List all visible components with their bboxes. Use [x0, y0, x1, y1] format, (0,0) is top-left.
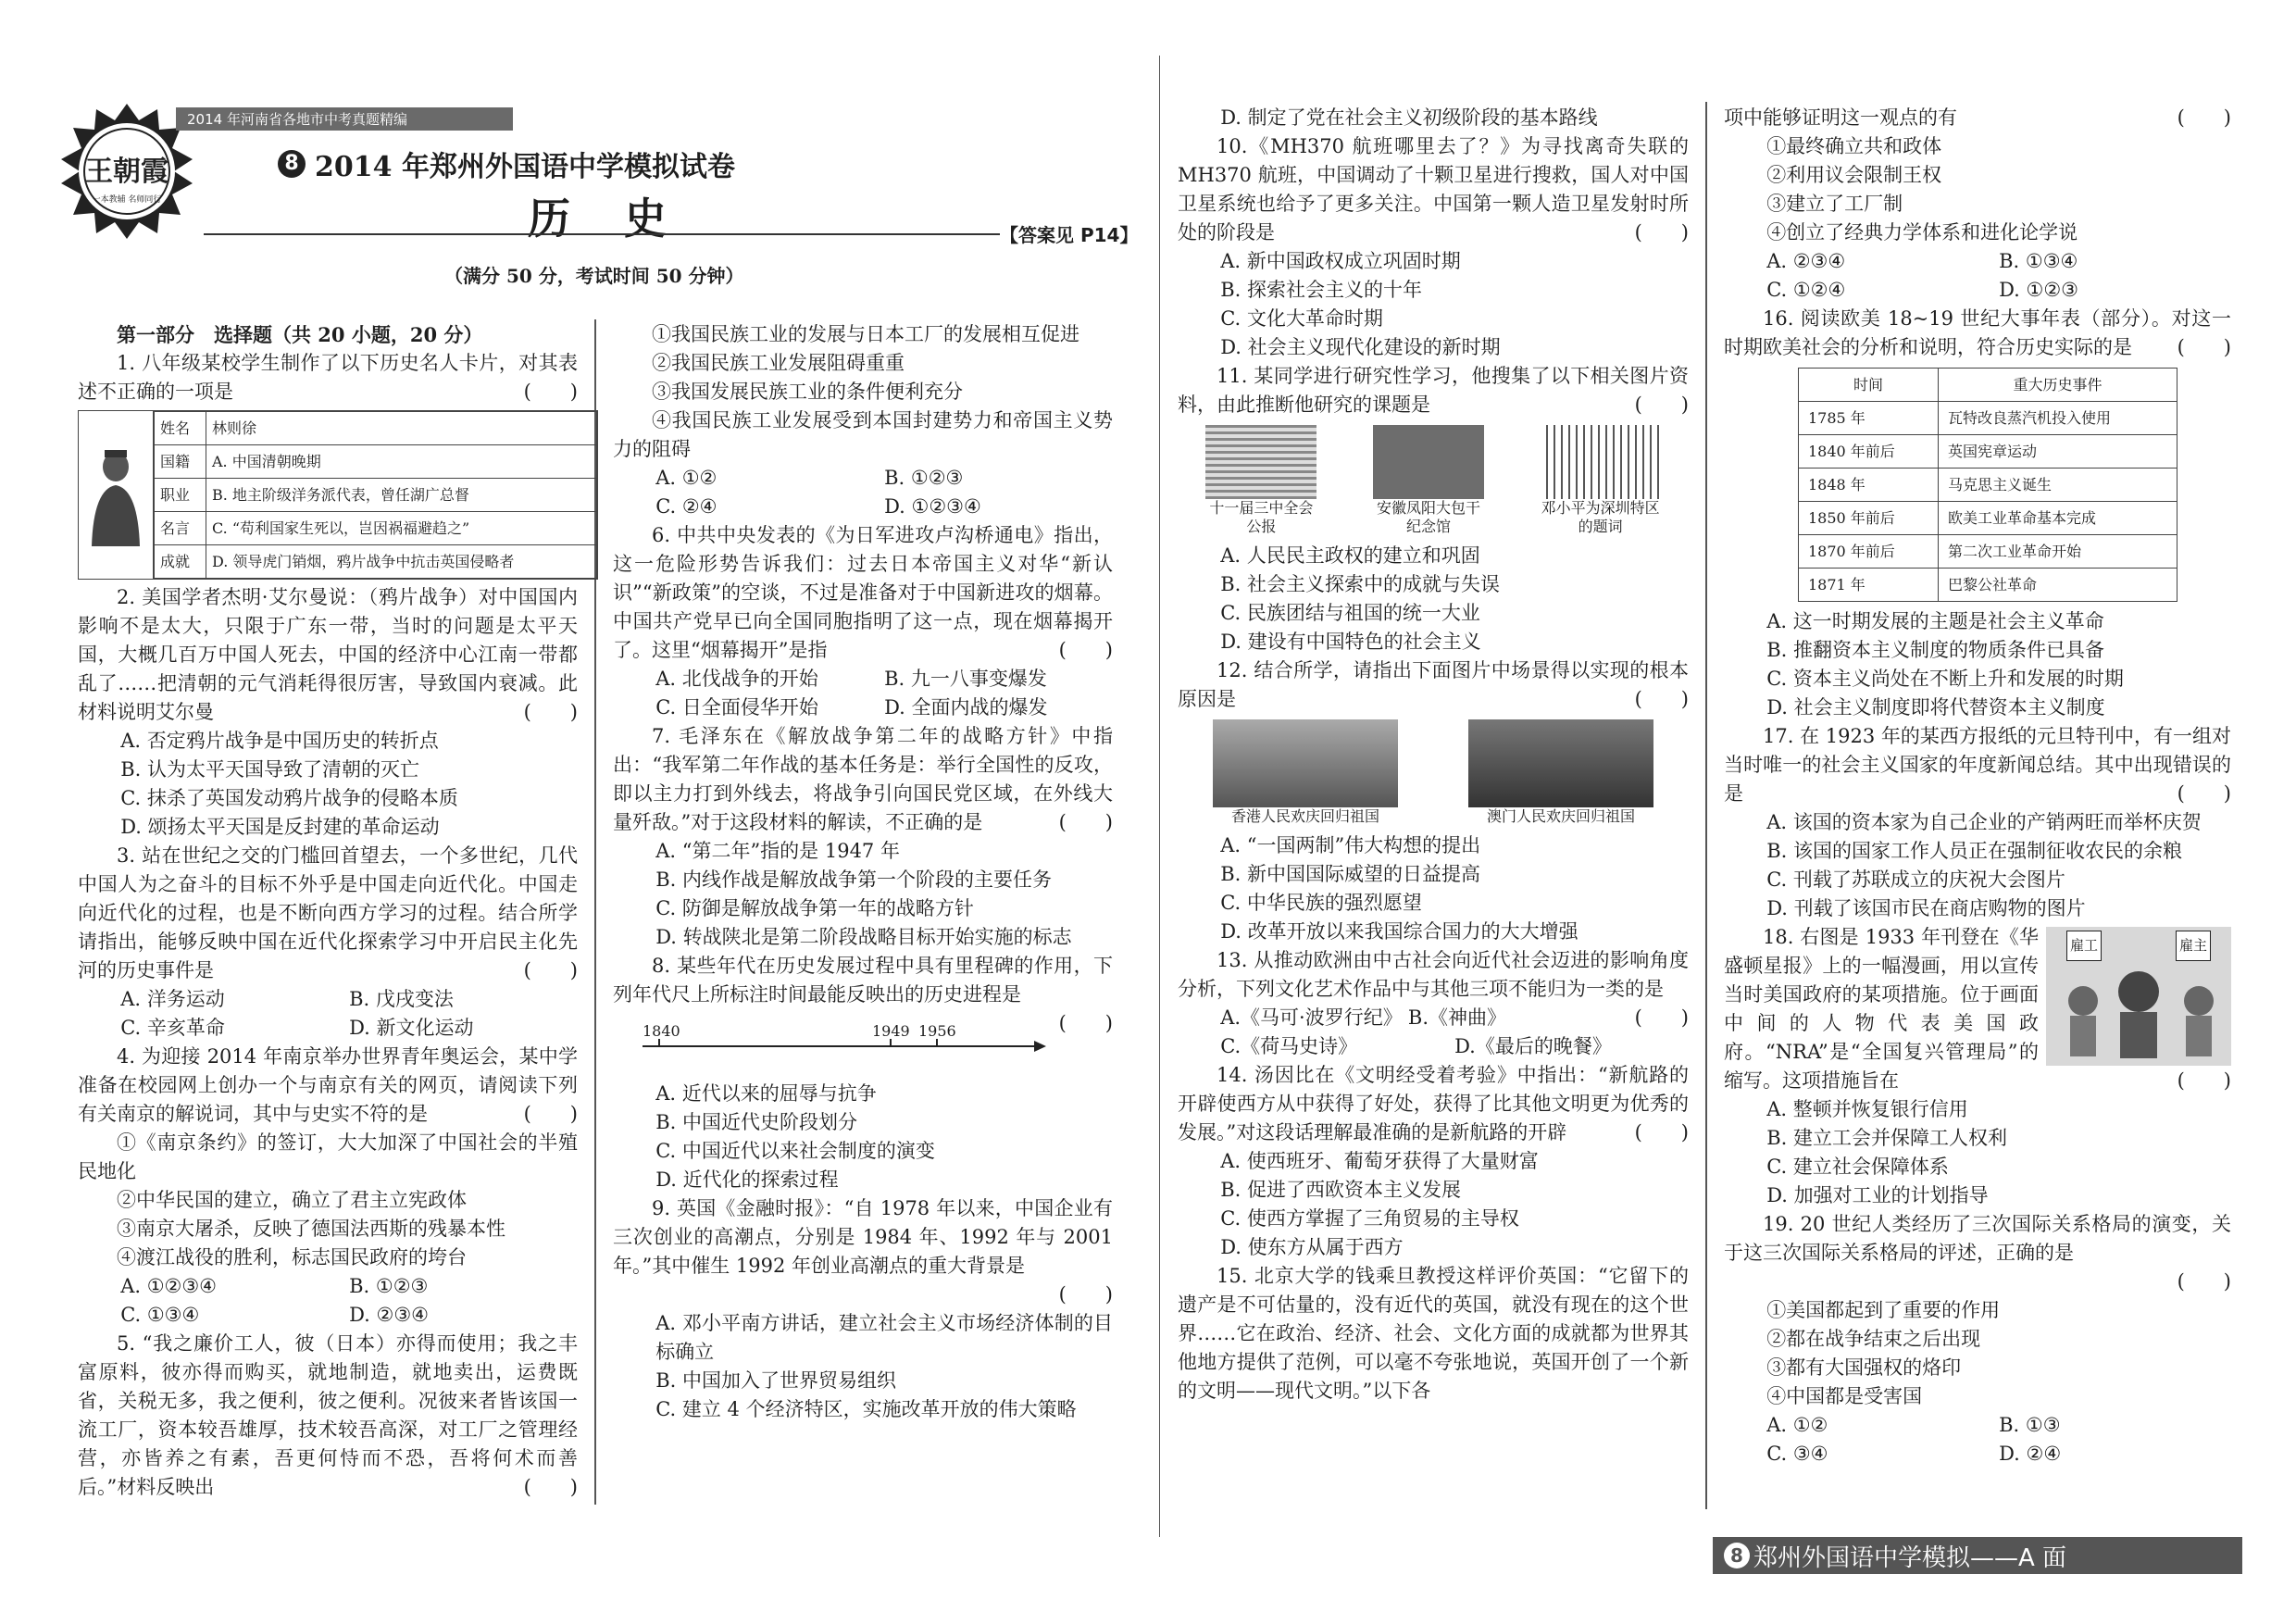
statement: A. 否定鸦片战争是中国历史的转折点	[120, 730, 439, 752]
card-key: 国籍	[155, 445, 206, 479]
statement: D. 改革开放以来我国综合国力的大大增强	[1220, 920, 1578, 943]
person-card-table	[154, 411, 597, 579]
question-14	[1178, 1061, 1689, 1147]
option: A. 洋务运动	[120, 988, 225, 1010]
option: B. ①③	[1999, 1414, 2061, 1436]
image-communique	[1205, 425, 1316, 536]
header	[37, 93, 1148, 287]
statement: D. 社会主义制度即将代替资本主义制度	[1766, 696, 2105, 719]
question-18-options	[1724, 1095, 2231, 1210]
option: A. ②③④	[1766, 250, 1846, 272]
statement: ②中华民国的建立，确立了君主立宪政体	[117, 1189, 467, 1211]
hongkong-photo	[1213, 719, 1398, 807]
options-row	[1724, 1411, 2231, 1440]
table-cell: 1871 年	[1799, 569, 1939, 602]
statement: D. 刊载了该国市民在商店购物的图片	[1766, 897, 2086, 919]
options-row	[78, 1301, 578, 1330]
options-row	[613, 493, 1113, 521]
svg-text:一本教辅 名师同行: 一本教辅 名师同行	[92, 195, 162, 205]
column-4	[1724, 104, 2231, 1468]
question-15-continued	[1724, 104, 2231, 132]
table-cell: 瓦特改良蒸汽机投入使用	[1939, 402, 2177, 435]
statement: C. 民族团结与祖国的统一大业	[1220, 602, 1480, 624]
question-19-text: 19. 20 世纪人类经历了三次国际关系格局的演变，关于这三次国际关系格局的评述，正确的是	[1724, 1213, 2231, 1264]
timeline-label-1840: 1840	[643, 1022, 680, 1040]
question-17-options	[1724, 808, 2231, 923]
question-15: 15. 北京大学的钱乘旦教授这样评价英国：“它留下的遗产是不可估量的，没有近代的英国，就没有现在的这个世界……它在政治、经济、社会、文化方面的成就都为世界其他地方提供了范例，可以毫不夸张地说，英国开创了一个新的文明——现代文明。”以下各	[1178, 1265, 1689, 1402]
option: D. ①②③④	[884, 495, 981, 518]
question-7	[613, 722, 1113, 837]
question-15-statements	[1724, 132, 2231, 247]
statement: B. 建立工会并保障工人权利	[1766, 1127, 2007, 1149]
statement: B. 新中国国际威望的日益提高	[1220, 863, 1480, 885]
question-15-text: 项中能够证明这一观点的有	[1724, 106, 1957, 129]
table-cell: 1848 年	[1799, 469, 1939, 502]
statement: D. 社会主义现代化建设的新时期	[1220, 336, 1501, 358]
statement: A. 近代以来的屈辱与抗争	[655, 1082, 877, 1105]
question-6-options	[613, 665, 1113, 722]
options-row	[613, 665, 1113, 694]
statement: ②利用议会限制王权	[1766, 164, 1942, 186]
option: A. ①②③④	[120, 1275, 218, 1297]
table-row	[1799, 435, 2177, 469]
answer-blank: ( )	[1634, 1121, 1689, 1143]
timeline-arrow	[641, 1035, 1048, 1063]
table-cell: 1850 年前后	[1799, 502, 1939, 535]
question-1-text: 1. 八年级某校学生制作了以下历史名人卡片，对其表述不正确的一项是	[78, 352, 578, 403]
card-value: D. 领导虎门销烟，鸦片战争中抗击英国侵略者	[206, 545, 596, 579]
statement: ③都有大国强权的烙印	[1766, 1356, 1962, 1379]
statement: ④中国都是受害国	[1766, 1385, 1923, 1407]
options-row	[1724, 1440, 2231, 1468]
question-4	[78, 1043, 578, 1129]
divider-right	[1705, 102, 1707, 1509]
table-header: 时间	[1799, 369, 1939, 402]
options-row	[1178, 1032, 1689, 1061]
answer-blank: ( )	[2177, 782, 2231, 805]
question-3-text: 3. 站在世纪之交的门槛回首望去，一个多世纪，几代中国人为之奋斗的目标不外乎是中国走向近代化。中国走向近代化的过程，也是不断向西方学习的过程。结合所学请指出，能够反映中国在近代化探索学习中开启民主化先河的历史事件是	[78, 844, 578, 981]
statement: ④渡江战役的胜利，标志国民政府的垮台	[117, 1246, 467, 1268]
question-3-options	[78, 985, 578, 1043]
statement: B. 社会主义探索中的成就与失误	[1220, 573, 1500, 595]
card-value: 林则徐	[206, 412, 596, 445]
person-card	[78, 410, 598, 580]
option: A. 北伐战争的开始	[655, 668, 818, 690]
statement: ④我国民族工业发展受到本国封建势力和帝国主义势力的阻碍	[613, 409, 1113, 460]
question-7-text: 7. 毛泽东在《解放战争第二年的战略方针》中指出：“我军第二年作战的基本任务是：举行全国性的反攻，即以主力打到外线去，将战争引向国民党区域，在外线大量歼敌。”对于这段材料的解读，不正确的是	[613, 725, 1113, 833]
table-cell: 第二次工业革命开始	[1939, 535, 2177, 569]
inscription-photo	[1541, 425, 1661, 499]
statement: A. 新中国政权成立巩固时期	[1220, 250, 1461, 272]
question-6-text: 6. 中共中央发表的《为日军进攻卢沟桥通电》指出，这一危险形势告诉我们：过去日本帝国主义对华“新认识”“新政策”的空谈，不过是准备对于中国新进攻的烟幕。中国共产党早已向全国同胞指明了这一点，现在烟幕揭开了。这里“烟幕揭开”是指	[613, 524, 1113, 661]
card-key: 名言	[155, 512, 206, 545]
answer-blank: ( )	[1058, 1283, 1113, 1306]
answer-blank: ( )	[1058, 639, 1113, 661]
question-16	[1724, 305, 2231, 362]
question-17	[1724, 722, 2231, 808]
statement: C. 建立 4 个经济特区，实施改革开放的伟大策略	[655, 1398, 1077, 1420]
image-inscription	[1541, 425, 1661, 536]
question-11-images	[1178, 425, 1689, 536]
answer-blank-row	[613, 1281, 1113, 1309]
svg-text:王朝霞: 王朝霞	[85, 156, 168, 188]
statement: D. 颂扬太平天国是反封建的革命运动	[120, 816, 440, 838]
exam-title-row	[278, 144, 735, 184]
question-16-options	[1724, 607, 2231, 722]
question-9	[613, 1194, 1113, 1281]
table-cell: 巴黎公社革命	[1939, 569, 2177, 602]
question-8-options	[613, 1080, 1113, 1194]
question-2-text: 2. 美国学者杰明·艾尔曼说：（鸦片战争）对中国国内影响不是太大，只限于广东一带，当时的问题是太平天国，大概几百万中国人死去，中国的经济中心江南一带都乱了……把清朝的元气消耗得很厉害，导致国内衰减。此材料说明艾尔曼	[78, 586, 578, 723]
statement: ③我国发展民族工业的条件便利充分	[652, 381, 963, 403]
card-row	[155, 412, 597, 445]
footer-badge	[1713, 1537, 2242, 1574]
options-row	[1724, 276, 2231, 305]
options-row	[613, 464, 1113, 493]
footer-text: 郑州外国语中学模拟——A 面	[1753, 1543, 2067, 1572]
memorial-photo	[1373, 425, 1484, 499]
option: A.《马可·波罗行纪》	[1220, 1006, 1403, 1029]
question-17-text: 17. 在 1923 年的某西方报纸的元旦特刊中，有一组对当时唯一的社会主义国家的年度新闻总结。其中出现错误的是	[1724, 725, 2231, 805]
options-row	[1724, 247, 2231, 276]
statement: D. 建设有中国特色的社会主义	[1220, 631, 1481, 653]
statement: C. 文化大革命时期	[1220, 307, 1383, 330]
option: C. 日全面侵华开始	[655, 696, 818, 719]
question-11-options	[1178, 542, 1689, 656]
image-memorial	[1373, 425, 1484, 536]
statement: C. 中华民族的强烈愿望	[1220, 892, 1422, 914]
statement: C. 资本主义尚处在不断上升和发展的时期	[1766, 668, 2124, 690]
statement: A. 这一时期发展的主题是社会主义革命	[1766, 610, 2104, 632]
statement: C. 建立社会保障体系	[1766, 1156, 1949, 1178]
statement: B. 中国加入了世界贸易组织	[655, 1369, 896, 1392]
question-19-options	[1724, 1411, 2231, 1468]
option: B. 戊戌变法	[349, 988, 454, 1010]
question-10-options	[1178, 247, 1689, 362]
divider-center	[1159, 56, 1160, 1537]
caption: 澳门人民欢庆回归祖国	[1486, 807, 1635, 825]
card-value: B. 地主阶级洋务派代表，曾任湖广总督	[206, 479, 596, 512]
question-16-text: 16. 阅读欧美 18~19 世纪大事年表（部分）。对这一时期欧美社会的分析和说明，符合历史实际的是	[1724, 307, 2231, 358]
statement: ①最终确立共和政体	[1766, 135, 1942, 157]
option: B. ①③④	[1999, 250, 2078, 272]
question-2	[78, 583, 578, 727]
column-2	[613, 320, 1113, 1424]
question-11-text: 11. 某同学进行研究性学习，他搜集了以下相关图片资料，由此推断他研究的课题是	[1178, 365, 1689, 416]
answer-blank: ( )	[1058, 811, 1113, 833]
statement: B. 该国的国家工作人员正在强制征收农民的余粮	[1766, 840, 2182, 862]
option: C.《荷马史诗》	[1220, 1035, 1358, 1057]
communique-photo	[1205, 425, 1316, 499]
card-row	[155, 445, 597, 479]
option: C. ①②④	[1766, 279, 1846, 301]
question-10-text: 10.《MH370 航班哪里去了？》为寻找离奇失联的 MH370 航班，中国调动了十颗卫星进行搜救，国人对中国卫星系统也给予了更多关注。中国第一颗人造卫星发射时所处的阶段是	[1178, 135, 1689, 244]
answer-blank: ( )	[523, 701, 578, 723]
question-11	[1178, 362, 1689, 419]
footer-number: 8	[1724, 1543, 1750, 1568]
table-cell: 马克思主义诞生	[1939, 469, 2177, 502]
timeline	[641, 1017, 1048, 1074]
statement: ④创立了经典力学体系和进化论学说	[1766, 221, 2078, 244]
question-12-text: 12. 结合所学，请指出下面图片中场景得以实现的根本原因是	[1178, 659, 1689, 710]
answer-blank: ( )	[2177, 1270, 2231, 1293]
question-8-text: 8. 某些年代在历史发展过程中具有里程碑的作用，下列年代尺上所标注时间最能反映出的历史进程是	[613, 955, 1113, 1006]
statement: A. 该国的资本家为自己企业的产销两旺而举杯庆贺	[1766, 811, 2202, 833]
answer-blank: ( )	[1634, 1006, 1689, 1029]
card-value: A. 中国清朝晚期	[206, 445, 596, 479]
option: A. ①②	[655, 467, 718, 489]
answer-blank-row	[1724, 1268, 2231, 1296]
question-9-option-d: D. 制定了党在社会主义初级阶段的基本路线	[1220, 106, 1598, 129]
column-3	[1178, 104, 1689, 1406]
question-18-text: 18. 右图是 1933 年刊登在《华盛顿星报》上的一幅漫画，用以宣传当时美国政府的某项措施。位于画面中间的人物代表美国政府。“NRA”是“全国复兴管理局”的缩写。这项措施旨在	[1724, 926, 2039, 1092]
statement: A. 整顿并恢复银行信用	[1766, 1098, 1968, 1120]
table-row	[1799, 502, 2177, 535]
answer-blank: ( )	[2177, 106, 2231, 129]
cartoon	[2046, 927, 2231, 1066]
question-18-block	[1724, 923, 2231, 1095]
table-cell: 英国宪章运动	[1939, 435, 2177, 469]
answer-blank: ( )	[1634, 394, 1689, 416]
statement: C. 中国近代以来社会制度的演变	[655, 1140, 935, 1162]
exam-title: 2014 年郑州外国语中学模拟试卷	[315, 151, 735, 183]
statement: A. “第二年”指的是 1947 年	[655, 840, 900, 862]
options-row	[1178, 1004, 1596, 1032]
question-12-images	[1178, 719, 1689, 826]
answer-blank: ( )	[523, 1476, 578, 1498]
statement: D. 转战陕北是第二阶段战略目标开始实施的标志	[655, 926, 1072, 948]
answer-blank: ( )	[1634, 688, 1689, 710]
statement: D. 加强对工业的计划指导	[1766, 1184, 1989, 1206]
question-15-options	[1724, 247, 2231, 305]
exam-number-badge: 8	[278, 150, 306, 178]
statement: C. 防御是解放战争第一年的战略方针	[655, 897, 974, 919]
image-hongkong	[1213, 719, 1398, 826]
table-row	[1799, 535, 2177, 569]
subject-title: 历 史	[528, 194, 672, 244]
answer-blank: ( )	[2177, 1069, 2231, 1092]
question-14-options	[1178, 1147, 1689, 1262]
statement: B. 推翻资本主义制度的物质条件已具备	[1766, 639, 2104, 661]
question-3	[78, 842, 578, 985]
option: C. ①③④	[120, 1304, 200, 1326]
question-4-text: 4. 为迎接 2014 年南京举办世界青年奥运会，某中学准备在校园网上创办一个与南京有关的网页，请阅读下列有关南京的解说词，其中与史实不符的是	[78, 1045, 578, 1125]
question-5-options	[613, 464, 1113, 521]
column-1	[78, 320, 578, 1502]
options-row	[78, 985, 578, 1014]
question-9-text: 9. 英国《金融时报》：“自 1978 年以来，中国企业有三次创业的高潮点，分别是 1984 年、1992 年与 2001 年。”其中催生 1992 年创业高潮点的重大背景是	[613, 1197, 1113, 1277]
statement: B. 探索社会主义的十年	[1220, 279, 1422, 301]
statement: ②我国民族工业发展阻碍重重	[652, 352, 905, 374]
portrait	[79, 411, 154, 579]
card-key: 姓名	[155, 412, 206, 445]
option: B. ①②③	[884, 467, 964, 489]
option: C. ②④	[655, 495, 718, 518]
card-key: 成就	[155, 545, 206, 579]
caption: 邓小平为深圳特区的题词	[1541, 499, 1660, 535]
answer-blank: ( )	[1058, 1012, 1113, 1034]
statement: B. 内线作战是解放战争第一个阶段的主要任务	[655, 868, 1052, 891]
statement: ①美国都起到了重要的作用	[1766, 1299, 2001, 1321]
option: D. ②④	[1999, 1443, 2062, 1465]
answer-reference: 【答案见 P14】	[1000, 224, 1139, 246]
caption: 香港人民欢庆回归祖国	[1230, 807, 1379, 825]
statement: C. 刊载了苏联成立的庆祝大会图片	[1766, 868, 2065, 891]
question-14-text: 14. 汤因比在《文明经受着考验》中指出：“新航路的开辟使西方从中获得了好处，获得了比其他文明更为优秀的发展。”对这段话理解最准确的是新航路的开辟	[1178, 1064, 1689, 1143]
answer-blank: ( )	[523, 959, 578, 981]
option: D. 新文化运动	[349, 1017, 474, 1039]
options-row	[78, 1014, 578, 1043]
statement: D. 使东方从属于西方	[1220, 1236, 1404, 1258]
portrait-image	[86, 444, 145, 546]
statement: ③建立了工厂制	[1766, 193, 1903, 215]
cartoon-label-worker: 雇工	[2066, 931, 2102, 961]
question-5-text: 5. “我之廉价工人，彼（日本）亦得而使用；我之丰富原料，彼亦得而购买，就地制造，就地卖出，运费既省，关税无多，我之便利，彼之便利。况彼来者皆该国一流工厂，资本较吾雄厚，技术较吾高深，对工厂之管理经营，亦皆养之有素，吾更何恃而不恐，吾将何术而善后。”材料反映出	[78, 1332, 578, 1498]
table-cell: 1870 年前后	[1799, 535, 1939, 569]
statement: C. 使西方掌握了三角贸易的主导权	[1220, 1207, 1519, 1230]
question-12	[1178, 656, 1689, 714]
card-row	[155, 479, 597, 512]
table-cell: 1840 年前后	[1799, 435, 1939, 469]
option: C. ③④	[1766, 1443, 1828, 1465]
title-rule	[204, 233, 1000, 235]
answer-blank: ( )	[523, 381, 578, 403]
question-10	[1178, 132, 1689, 247]
table-cell: 1785 年	[1799, 402, 1939, 435]
cartoon-label-employer: 雇主	[2176, 931, 2211, 961]
timeline-label-1956: 1956	[918, 1022, 956, 1040]
table-row	[1799, 402, 2177, 435]
answer-blank: ( )	[2177, 336, 2231, 358]
statement: B. 促进了西欧资本主义发展	[1220, 1179, 1461, 1201]
answer-blank: ( )	[523, 1103, 578, 1125]
exam-note: （满分 50 分，考试时间 50 分钟）	[444, 265, 744, 287]
statement: ①我国民族工业的发展与日本工厂的发展相互促进	[652, 323, 1079, 345]
statement: ②都在战争结束之后出现	[1766, 1328, 1981, 1350]
events-table	[1798, 368, 2177, 602]
option: D. 全面内战的爆发	[884, 696, 1048, 719]
card-key: 职业	[155, 479, 206, 512]
statement: ①《南京条约》的签订，大大加深了中国社会的半殖民地化	[78, 1131, 578, 1182]
card-value: C. “苟利国家生死以，岂因祸福避趋之”	[206, 512, 596, 545]
question-12-options	[1178, 831, 1689, 946]
question-5-statements	[613, 320, 1113, 464]
statement: A. 使西班牙、葡萄牙获得了大量财富	[1220, 1150, 1539, 1172]
option: B.《神曲》	[1407, 1006, 1506, 1029]
statement: B. 认为太平天国导致了清朝的灭亡	[120, 758, 419, 781]
card-row	[155, 545, 597, 579]
option: D. ①②③	[1999, 279, 2079, 301]
question-7-options	[613, 837, 1113, 952]
statement: ③南京大屠杀，反映了德国法西斯的残暴本性	[117, 1218, 505, 1240]
option: B. ①②③	[349, 1275, 429, 1297]
question-6	[613, 521, 1113, 665]
caption: 安徽凤阳大包干纪念馆	[1376, 499, 1480, 535]
statement: A. 邓小平南方讲话，建立社会主义市场经济体制的目标确立	[655, 1312, 1113, 1363]
question-19-statements	[1724, 1296, 2231, 1411]
question-4-options	[78, 1272, 578, 1330]
option: B. 九一八事变爆发	[884, 668, 1047, 690]
card-row	[155, 512, 597, 545]
option: A. ①②	[1766, 1414, 1828, 1436]
options-row	[78, 1272, 578, 1301]
options-row	[613, 694, 1113, 722]
statement: C. 抹杀了英国发动鸦片战争的侵略本质	[120, 787, 458, 809]
question-1	[78, 349, 578, 406]
table-header: 重大历史事件	[1939, 369, 2177, 402]
image-macau	[1468, 719, 1653, 826]
question-9-options	[613, 1309, 1113, 1424]
question-2-options	[78, 727, 578, 842]
answer-blank: ( )	[1634, 221, 1689, 244]
macau-photo	[1468, 719, 1653, 807]
table-cell: 欧美工业革命基本完成	[1939, 502, 2177, 535]
question-13-text: 13. 从推动欧洲由中古社会向近代社会迈进的影响角度分析，下列文化艺术作品中与其他三项不能归为一类的是	[1178, 949, 1689, 1000]
table-row	[1799, 569, 2177, 602]
banner: 2014 年河南省各地市中考真题精编	[176, 107, 513, 131]
statement: A. “一国两制”伟大构想的提出	[1220, 834, 1481, 856]
table-row	[1799, 469, 2177, 502]
statement: B. 中国近代史阶段划分	[655, 1111, 857, 1133]
option: C. 辛亥革命	[120, 1017, 225, 1039]
question-19	[1724, 1210, 2231, 1268]
option: D. ②③④	[349, 1304, 430, 1326]
section-heading: 第一部分 选择题（共 20 小题，20 分）	[117, 323, 483, 346]
caption: 十一届三中全会公报	[1209, 499, 1314, 535]
timeline-label-1949: 1949	[872, 1022, 910, 1040]
option: D.《最后的晚餐》	[1454, 1035, 1612, 1057]
statement: A. 人民民主政权的建立和巩固	[1220, 544, 1480, 567]
question-4-statements	[78, 1129, 578, 1272]
question-5	[78, 1330, 578, 1502]
statement: D. 近代化的探索过程	[655, 1168, 839, 1191]
